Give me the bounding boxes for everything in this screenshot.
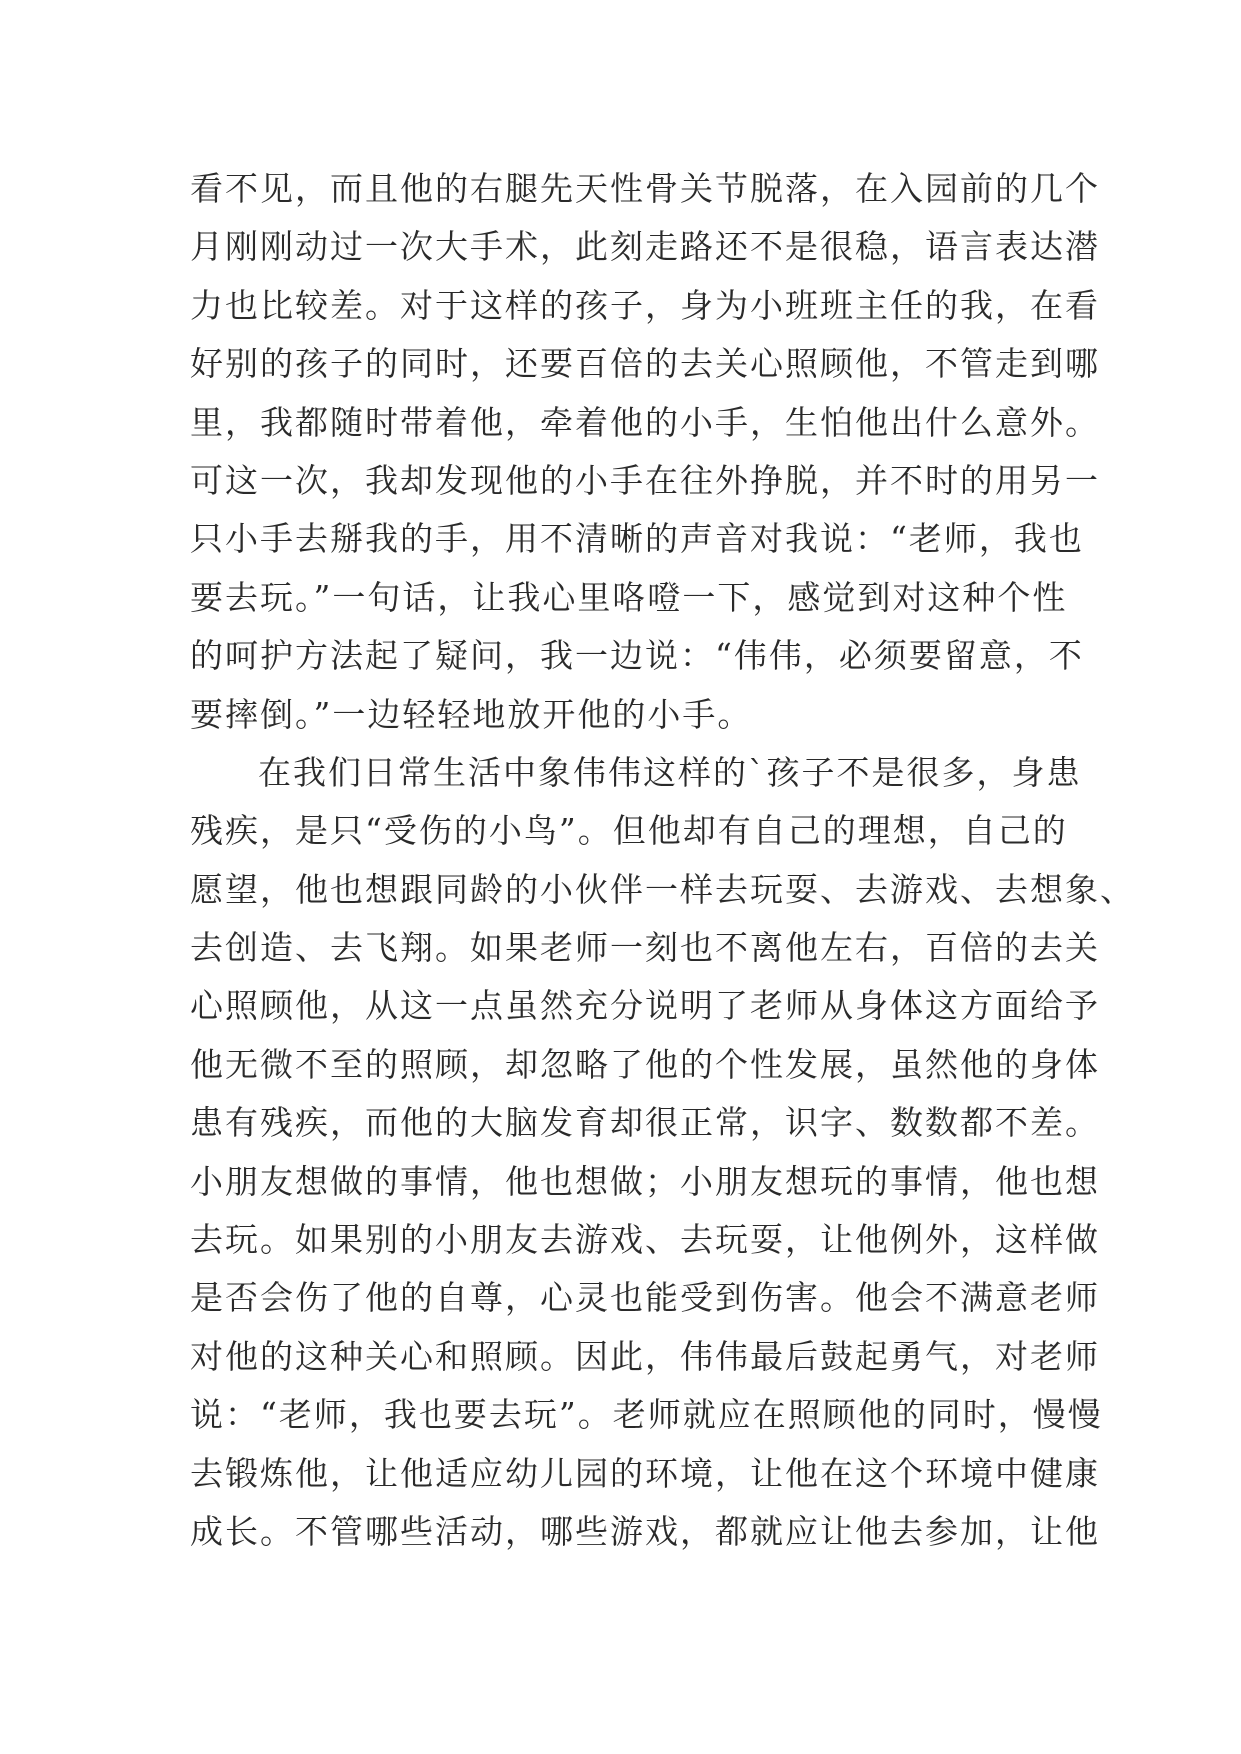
text-line: 是否会伤了他的自尊，心灵也能受到伤害。他会不满意老师 — [190, 1278, 1100, 1318]
text-line: 去创造、去飞翔。如果老师一刻也不离他左右，百倍的去关 — [190, 928, 1100, 968]
text-line: 要去玩。”一句话，让我心里咯噔一下，感觉到对这种个性 — [190, 577, 1068, 617]
text-line: 去锻炼他，让他适应幼儿园的环境，让他在这个环境中健康 — [190, 1453, 1100, 1493]
text-line: 患有残疾，而他的大脑发育却很正常，识字、数数都不差。 — [190, 1103, 1100, 1143]
text-line: 月刚刚动过一次大手术，此刻走路还不是很稳，语言表达潜 — [190, 227, 1100, 267]
text-line: 他无微不至的照顾，却忽略了他的个性发展，虽然他的身体 — [190, 1044, 1100, 1084]
text-line: 好别的孩子的同时，还要百倍的去关心照顾他，不管走到哪 — [190, 344, 1100, 384]
document-body — [190, 160, 1135, 1561]
text-line: 说：“老师，我也要去玩”。老师就应在照顾他的同时，慢慢 — [190, 1395, 1103, 1435]
text-line: 心照顾他，从这一点虽然充分说明了老师从身体这方面给予 — [190, 986, 1100, 1026]
text-line: 的呵护方法起了疑问，我一边说：“伟伟，必须要留意，不 — [190, 636, 1084, 676]
text-line: 只小手去掰我的手，用不清晰的声音对我说：“老师，我也 — [190, 519, 1084, 559]
text-line: 力也比较差。对于这样的孩子，身为小班班主任的我，在看 — [190, 285, 1100, 325]
text-line: 看不见，而且他的右腿先天性骨关节脱落，在入园前的几个 — [190, 169, 1100, 208]
text-line: 去玩。如果别的小朋友去游戏、去玩耍，让他例外，这样做 — [190, 1220, 1100, 1260]
text-line: 成长。不管哪些活动，哪些游戏，都就应让他去参加，让他 — [190, 1511, 1100, 1551]
text-line: 残疾，是只“受伤的小鸟”。但他却有自己的理想，自己的 — [190, 811, 1068, 851]
text-line: 里，我都随时带着他，牵着他的小手，生怕他出什么意外。 — [190, 402, 1100, 442]
text-line: 愿望，他也想跟同龄的小伙伴一样去玩耍、去游戏、去想象、 — [190, 869, 1135, 909]
paragraph-first-line: 在我们日常生活中象伟伟这样的`孩子不是很多，身患 — [258, 752, 1082, 792]
text-line: 对他的这种关心和照顾。因此，伟伟最后鼓起勇气，对老师 — [190, 1336, 1100, 1376]
text-line: 可这一次，我却发现他的小手在往外挣脱，并不时的用另一 — [190, 460, 1100, 500]
text-line: 要摔倒。”一边轻轻地放开他的小手。 — [190, 694, 753, 734]
text-line: 小朋友想做的事情，他也想做；小朋友想玩的事情，他也想 — [190, 1161, 1100, 1201]
